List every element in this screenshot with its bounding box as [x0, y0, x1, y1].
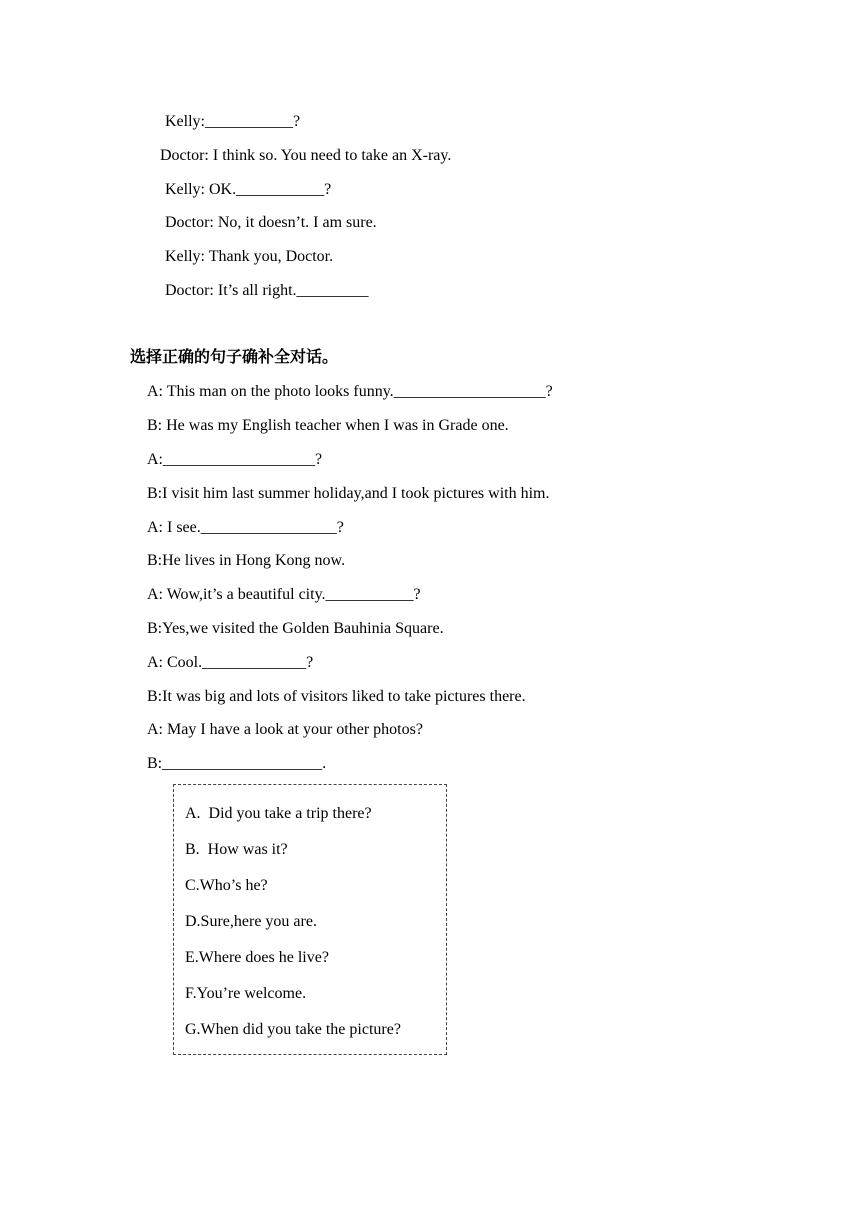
dialogue-1-line: Doctor: No, it doesn’t. I am sure.: [165, 214, 377, 231]
dialogue-2-line: B:____________________.: [147, 755, 327, 772]
dialogue-2-line: B:He lives in Hong Kong now.: [147, 552, 346, 569]
dialogue-1-line: Kelly: OK.___________?: [165, 181, 332, 198]
option-item: B. How was it?: [185, 841, 288, 858]
option-item: A. Did you take a trip there?: [185, 805, 372, 822]
option-item: C.Who’s he?: [185, 877, 268, 894]
dialogue-2-line: A:___________________?: [147, 451, 323, 468]
option-item: D.Sure,here you are.: [185, 913, 317, 930]
option-item: F.You’re welcome.: [185, 985, 307, 1002]
dialogue-1-line: Kelly:___________?: [165, 113, 301, 130]
option-item: E.Where does he live?: [185, 949, 329, 966]
dialogue-2-line: A: Wow,it’s a beautiful city.___________?: [147, 586, 421, 603]
dialogue-2-line: B:Yes,we visited the Golden Bauhinia Square.: [147, 620, 444, 637]
dialogue-2-line: A: Cool._____________?: [147, 654, 314, 671]
dialogue-1-line: Doctor: I think so. You need to take an X-ray.: [160, 147, 452, 164]
dialogue-2-line: B:It was big and lots of visitors liked to take pictures there.: [147, 688, 526, 705]
option-item: G.When did you take the picture?: [185, 1021, 401, 1038]
dialogue-2-line: B:I visit him last summer holiday,and I took pictures with him.: [147, 485, 550, 502]
dialogue-1-line: Doctor: It’s all right._________: [165, 282, 369, 299]
dialogue-2-line: A: I see._________________?: [147, 519, 344, 536]
section-heading: 选择正确的句子确补全对话。: [130, 347, 339, 366]
dialogue-1-line: Kelly: Thank you, Doctor.: [165, 248, 334, 265]
dialogue-2-line: A: May I have a look at your other photos?: [147, 721, 423, 738]
options-box: [173, 784, 447, 1055]
dialogue-2-line: A: This man on the photo looks funny.___________________?: [147, 383, 553, 400]
dialogue-2-line: B: He was my English teacher when I was in Grade one.: [147, 417, 509, 434]
